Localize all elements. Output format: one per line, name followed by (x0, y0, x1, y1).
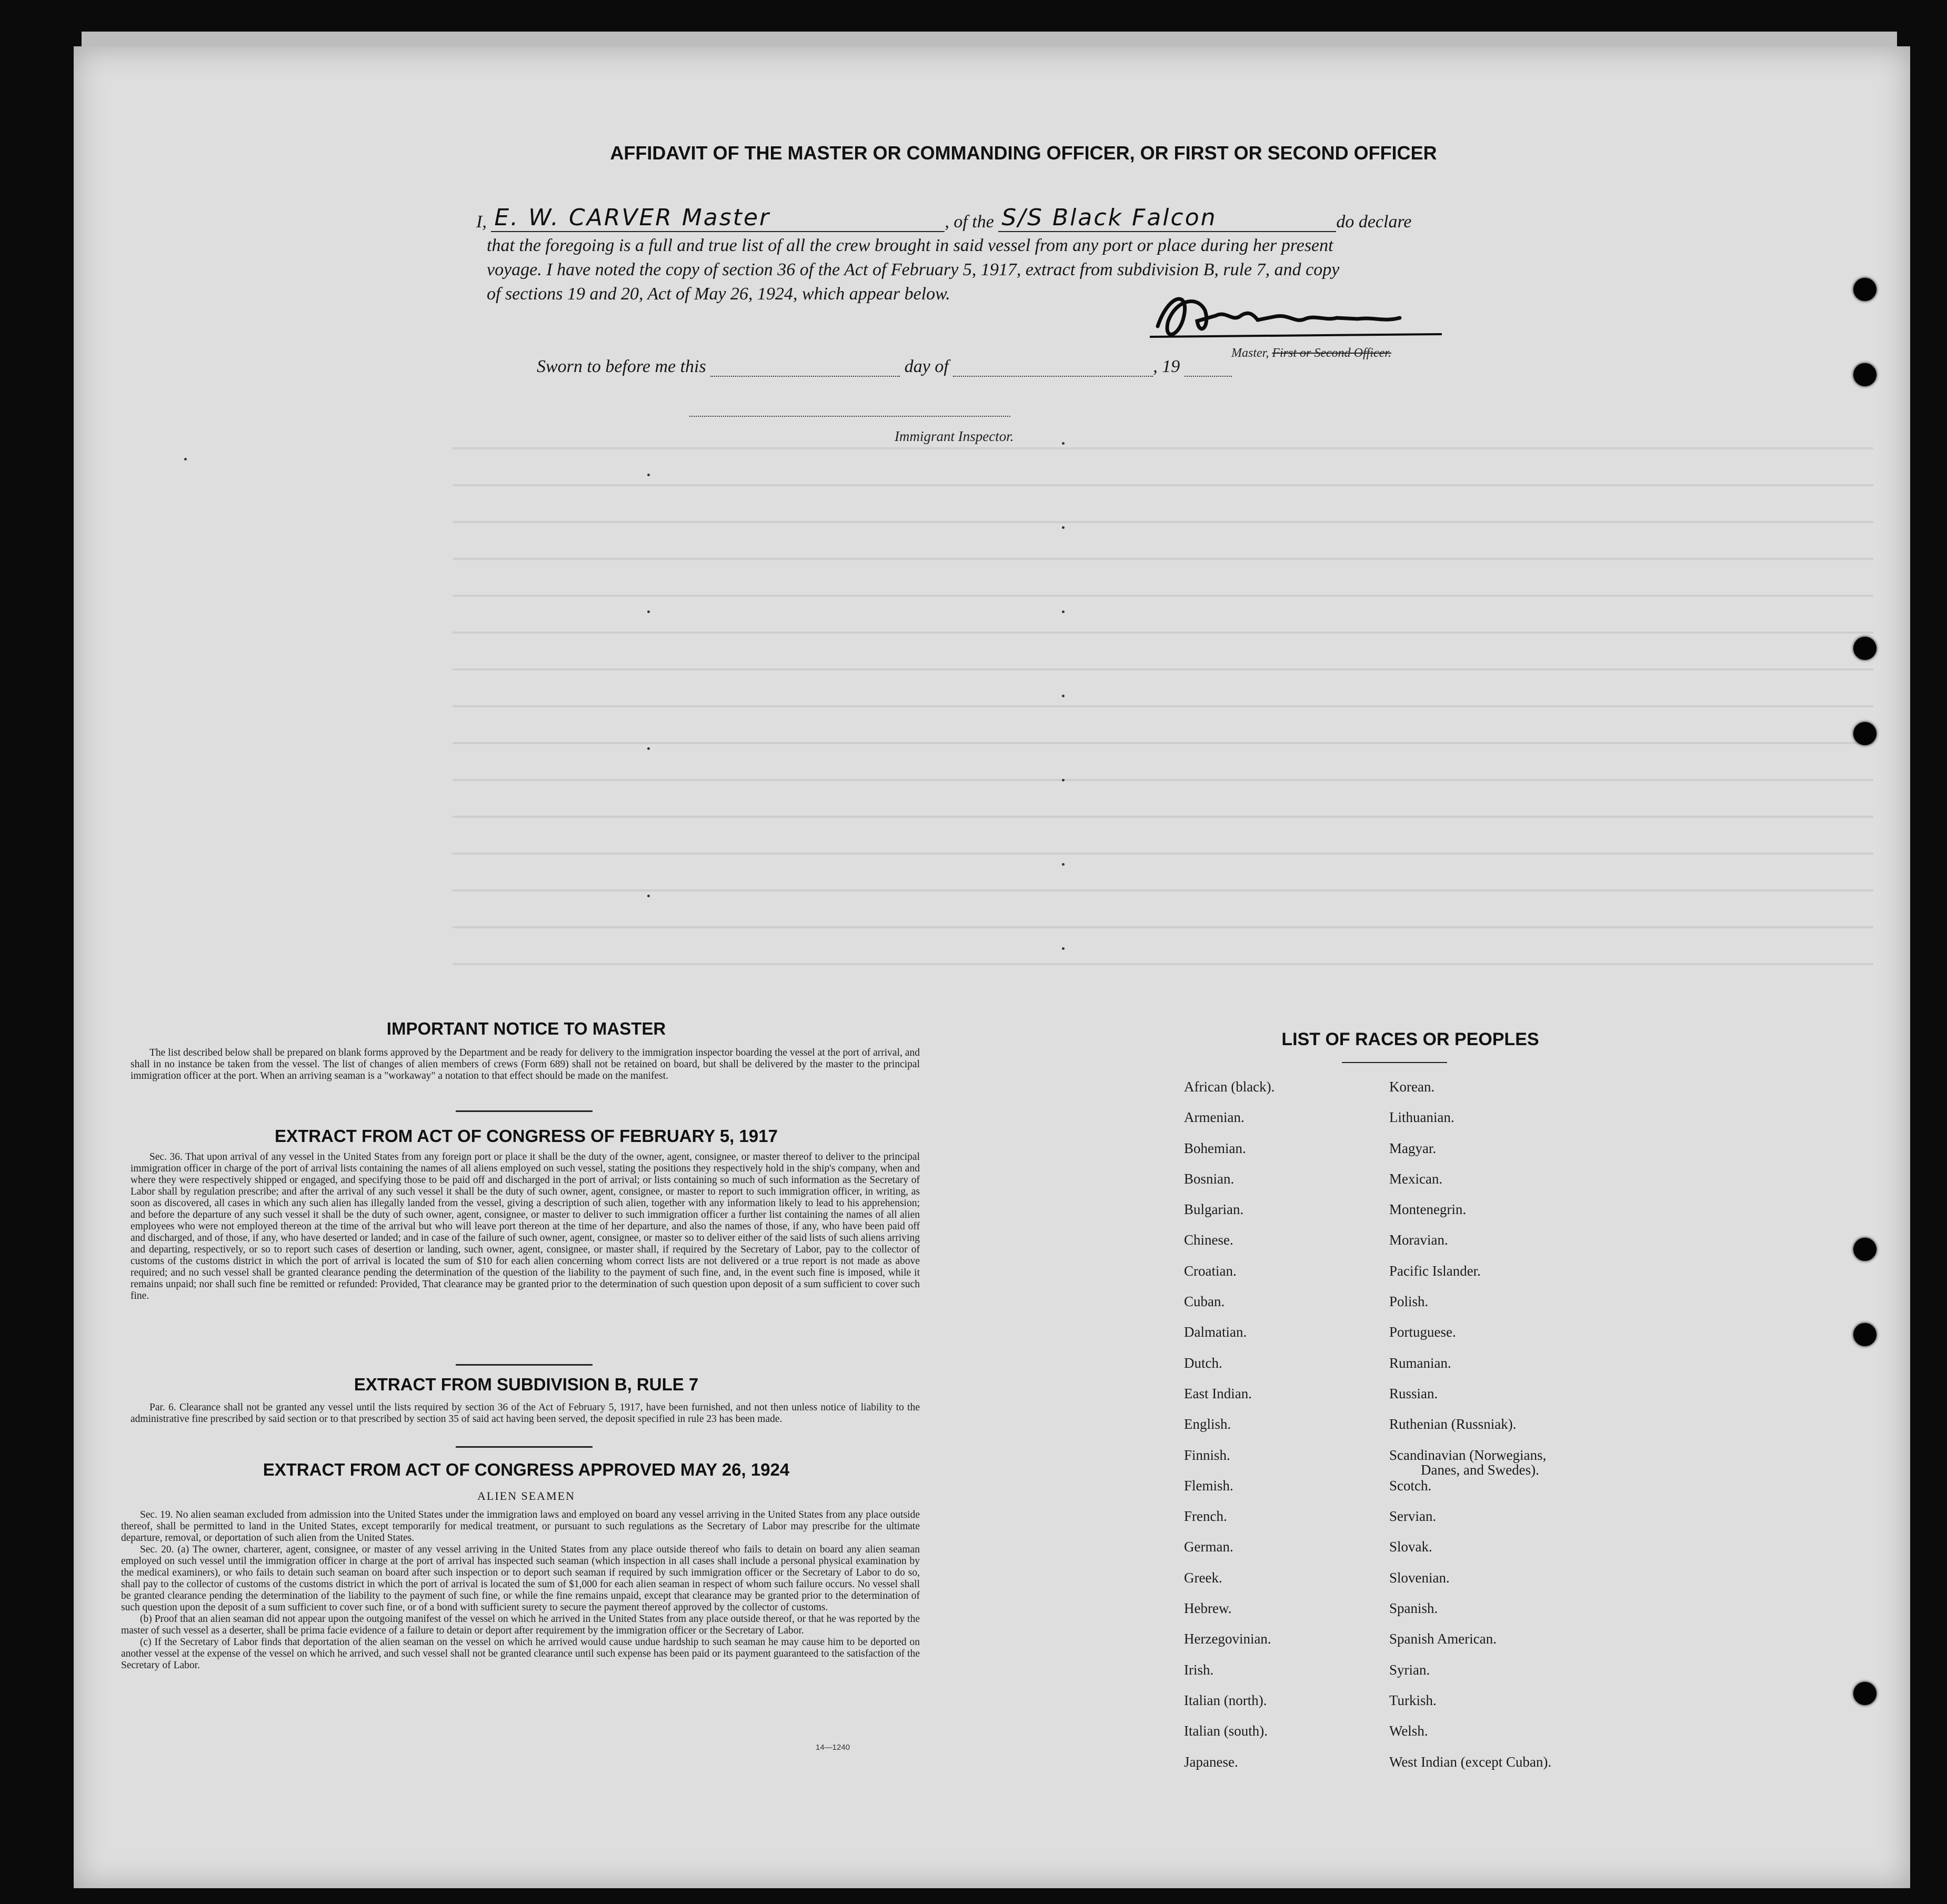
bleed-through-line (453, 595, 1873, 597)
race-item: Chinese. (1184, 1232, 1233, 1248)
divider (456, 1364, 593, 1366)
extract-1924-paragraph: (b) Proof that an alien seaman did not appear upon the outgoing manifest of the vessel on which he arrived in the United States from any place outside thereof, or that he was reported by the master of such vessel as a deserter, shall be prima facie evidence of a failure to detain or deport after requirement by the immigration officer or the Secretary of Labor. (121, 1614, 920, 1636)
speck (1062, 779, 1065, 781)
affidavit-declare: do declare (1336, 212, 1412, 232)
speck (184, 458, 187, 460)
race-item: Spanish American. (1389, 1631, 1497, 1647)
rule7-text (131, 1402, 920, 1425)
race-item: Polish. (1389, 1294, 1429, 1310)
extract-1924-text (121, 1509, 920, 1671)
race-item: Mexican. (1389, 1170, 1443, 1187)
race-item: English. (1184, 1416, 1231, 1432)
signature-caption-struck: First or Second Officer. (1272, 346, 1391, 360)
notice-text (131, 1047, 920, 1082)
punch-hole (1853, 722, 1876, 745)
bleed-through-line (453, 853, 1873, 855)
divider (456, 1446, 593, 1448)
race-item: Italian (south). (1184, 1723, 1268, 1739)
extract-1924-title: EXTRACT FROM ACT OF CONGRESS APPROVED MAY 26, 1924 (263, 1460, 790, 1479)
race-item: Lithuanian. (1389, 1109, 1454, 1126)
bleed-through-line (453, 926, 1873, 928)
extract-1924-paragraph: Sec. 19. No alien seaman excluded from admission into the United States under the immigration laws and employed on board any vessel arriving in the United States from any place outside thereof, shall be permitted to land in the United States, except temporarily for medical treatment, or pursuant to such regulations as the Secretary of Labor may prescribe for the ultimate departure, removal, or deportation of such alien from the United States. (121, 1509, 920, 1544)
bleed-through-line (453, 779, 1873, 781)
races-left-column (1184, 1079, 1274, 1785)
bleed-through-line (453, 963, 1873, 965)
race-item: Slovak. (1389, 1539, 1432, 1555)
race-item: East Indian. (1184, 1385, 1252, 1401)
race-item: Ruthenian (Russniak). (1389, 1416, 1517, 1432)
notice-title: IMPORTANT NOTICE TO MASTER (386, 1019, 666, 1038)
inspector-signature-line[interactable] (689, 416, 1010, 417)
signature-caption-master: Master, (1231, 346, 1269, 360)
bleed-through-line (453, 447, 1873, 449)
sworn-month-field[interactable] (953, 361, 1153, 377)
race-item: Scandinavian (Norwegians, (1389, 1447, 1547, 1463)
race-item: German. (1184, 1539, 1233, 1555)
race-item: Scotch. (1389, 1477, 1432, 1494)
punch-hole (1853, 363, 1876, 386)
race-item: Herzegovinian. (1184, 1631, 1271, 1647)
race-item: Rumanian. (1389, 1355, 1451, 1371)
master-signature (1147, 284, 1473, 353)
race-item: Bulgarian. (1184, 1201, 1244, 1218)
speck (1062, 863, 1065, 866)
race-item: French. (1184, 1508, 1227, 1525)
races-right-column (1389, 1079, 1551, 1785)
bleed-through-line (453, 816, 1873, 818)
race-item: Hebrew. (1184, 1600, 1232, 1617)
extract-1917-title: EXTRACT FROM ACT OF CONGRESS OF FEBRUARY 5, 1917 (275, 1126, 778, 1146)
extract-1917-text (131, 1151, 920, 1302)
race-item: Syrian. (1389, 1661, 1430, 1678)
race-item: Bohemian. (1184, 1140, 1246, 1156)
speck (1062, 695, 1065, 697)
bleed-through-line (453, 632, 1873, 634)
divider (456, 1110, 593, 1112)
speck (1062, 610, 1065, 613)
punch-hole (1853, 637, 1876, 660)
race-item: African (black). (1184, 1079, 1275, 1095)
race-item: Greek. (1184, 1569, 1222, 1586)
race-item: Montenegrin. (1389, 1201, 1467, 1218)
speck (1062, 442, 1065, 445)
bleed-through-line (453, 705, 1873, 707)
sworn-day-field[interactable] (710, 361, 900, 377)
sworn-line (537, 357, 1232, 377)
race-item: Spanish. (1389, 1600, 1438, 1617)
affidavit-of-the: , of the (945, 212, 994, 232)
affidavit-line-1 (476, 204, 1412, 232)
divider (1342, 1062, 1447, 1063)
race-item: Italian (north). (1184, 1692, 1267, 1708)
bleed-through-line (453, 668, 1873, 670)
extract-1917-paragraph: Sec. 36. That upon arrival of any vessel in the United States from any foreign port or place it shall be the duty of the owner, agent, consignee, or master thereof to deliver to the principal immigration officer in charge of the port of arrival lists containing the names of all aliens employed on such vessel, stating the positions they respectively hold in the ship's company, when and where they were respectively shipped or engaged, and specifying those to be paid off and discharged in the port of arrival; or lists containing so much of such information as the Secretary of Labor shall by regulation prescribe; and after the arrival of any such vessel it shall be the duty of such owner, agent, consignee, or master to report to such immigration officer, in writing, as soon as discovered, all cases in which any such alien has illegally landed from the vessel, giving a description of such alien, together with any information likely to lead to his apprehension; and before the departure of any such vessel it shall be the duty of such owner, agent, consignee, or master to deliver to such immigration officer a further list containing the names of all alien employees who were not employed thereon at the time of the arrival but who will leave port thereon at the time of her departure, and also the names of those, if any, who have been paid off and discharged, and of those, if any, who have deserted or landed; and in case of the failure of such owner, agent, consignee, or master so to deliver either of the said lists of such aliens arriving and departing, respectively, or so to report such cases of desertion or landing, such owner, agent, consignee, or master shall, if required by the Secretary of Labor, pay to the collector of customs of the customs district in which the port of arrival is located the sum of $10 for each alien concerning whom correct lists are not delivered or a true report is not made as above required; and no such vessel shall be granted clearance pending the determination of the question of the liability to the payment of such fine, and, in the event such fine is imposed, while it remains unpaid; nor shall such fine be remitted or refunded: Provided, That clearance may be granted prior to the determination of such question upon deposit of a sum sufficient to cover such fine. (131, 1151, 920, 1301)
race-item: Finnish. (1184, 1447, 1230, 1463)
race-item: Armenian. (1184, 1109, 1245, 1126)
rule7-paragraph: Par. 6. Clearance shall not be granted any vessel until the lists required by section 36 of the Act of February 5, 1917, have been furnished, and not then unless notice of liability to the administrative fine prescribed by said section or to that prescribed by section 35 of said act having been served, the deposit specified in rule 23 has been made. (131, 1402, 920, 1425)
bleed-through-line (453, 521, 1873, 523)
race-item: Croatian. (1184, 1262, 1237, 1279)
punch-hole (1853, 1682, 1876, 1705)
bleed-through-line (453, 558, 1873, 560)
race-item: Slovenian. (1389, 1569, 1450, 1586)
speck (1062, 526, 1065, 529)
race-item: Danes, and Swedes). (1421, 1461, 1539, 1478)
punch-hole (1853, 1238, 1876, 1261)
race-item: Cuban. (1184, 1294, 1225, 1310)
bleed-through-line (453, 484, 1873, 486)
extract-1924-paragraph: (c) If the Secretary of Labor finds that deportation of the alien seaman on the vessel on which he arrived would cause undue hardship to such seaman he may cause him to be deported on another vessel at the expense of the vessel on which he arrived, and such vessel shall not be granted clearance until such expense has been paid or its payment guaranteed to the satisfaction of the Secretary of Labor. (121, 1637, 920, 1671)
race-item: Turkish. (1389, 1692, 1437, 1708)
signature-caption (1231, 346, 1391, 360)
bleed-through-line (453, 742, 1873, 744)
bleed-through-line (453, 889, 1873, 891)
race-item: Flemish. (1184, 1477, 1233, 1494)
rule7-title: EXTRACT FROM SUBDIVISION B, RULE 7 (354, 1375, 699, 1394)
race-item: Servian. (1389, 1508, 1437, 1525)
race-item: Korean. (1389, 1079, 1435, 1095)
speck (1062, 947, 1065, 950)
inspector-label: Immigrant Inspector. (895, 428, 1014, 444)
punch-hole (1853, 1323, 1876, 1346)
form-number: 14—1240 (816, 1743, 850, 1752)
race-item: Bosnian. (1184, 1170, 1235, 1187)
race-item: Moravian. (1389, 1232, 1448, 1248)
extract-1924-subtitle: ALIEN SEAMEN (477, 1489, 575, 1502)
race-item: Russian. (1389, 1385, 1438, 1401)
races-title: LIST OF RACES OR PEOPLES (1281, 1029, 1539, 1049)
master-name-field[interactable]: E. W. CARVER Master (491, 204, 945, 232)
affidavit-title: AFFIDAVIT OF THE MASTER OR COMMANDING OFFICER, OR FIRST OR SECOND OFFICER (610, 142, 1437, 164)
race-item: Portuguese. (1389, 1324, 1456, 1340)
speck (647, 747, 650, 750)
extract-1924-paragraph: Sec. 20. (a) The owner, charterer, agent, consignee, or master of any vessel arriving in the United States from any place outside thereof who fails to detain on board any alien seaman employed on such vessel until the immigration officer in charge at the port of arrival has inspected such seaman (which inspection in all cases shall include a personal physical examination by the medical examiners), or who fails to detain such seaman on board after such inspection or to deport such seaman if required by such immigration officer or the Secretary of Labor to do so, shall pay to the collector of customs of the customs district in which the port of arrival is located the sum of $1,000 for each alien seaman in respect of whom such failure occurs. No vessel shall be granted clearance pending the determination of the liability to the payment of such fine, or while the fine remains unpaid, except that clearance may be granted prior to the determination of such question upon the deposit of a sum sufficient to cover such fine, or of a bond with sufficient surety to secure the payment thereof approved by the collector of customs. (121, 1544, 920, 1613)
race-item: Dalmatian. (1184, 1324, 1247, 1340)
affidavit-line-3: voyage. I have noted the copy of section 36 of the Act of February 5, 1917, extract from subdivision B, rule 7, and copy (487, 260, 1340, 279)
speck (647, 474, 650, 476)
race-item: Welsh. (1389, 1723, 1428, 1739)
punch-hole (1853, 278, 1876, 301)
affidavit-line-2: that the foregoing is a full and true list of all the crew brought in said vessel from any port or place during her present (487, 236, 1333, 255)
sworn-year-field[interactable] (1185, 361, 1232, 377)
race-item: Japanese. (1184, 1753, 1238, 1770)
speck (647, 610, 650, 613)
sworn-prefix: Sworn to before me this (537, 357, 706, 376)
race-item: Dutch. (1184, 1355, 1222, 1371)
notice-paragraph: The list described below shall be prepared on blank forms approved by the Department and be ready for delivery to the immigration inspector boarding the vessel at the port of arrival, and shall in no instance be taken from the vessel. The list of changes of alien members of crews (Form 689) shall not be retained on board, but shall be delivered by the master to the principal immigration officer at the port. When an arriving seaman is a "workaway" a notation to that effect should be made on the manifest. (131, 1047, 920, 1081)
race-item: West Indian (except Cuban). (1389, 1753, 1552, 1770)
race-item: Pacific Islander. (1389, 1262, 1481, 1279)
sworn-year: , 19 (1153, 357, 1180, 376)
affidavit-line-4: of sections 19 and 20, Act of May 26, 1924, which appear below. (487, 284, 950, 304)
affidavit-prefix: I, (476, 212, 487, 232)
race-item: Irish. (1184, 1661, 1214, 1678)
race-item: Magyar. (1389, 1140, 1437, 1156)
sworn-day-of: day of (904, 357, 949, 376)
vessel-name-field[interactable]: S/S Black Falcon (998, 204, 1336, 232)
speck (647, 895, 650, 897)
